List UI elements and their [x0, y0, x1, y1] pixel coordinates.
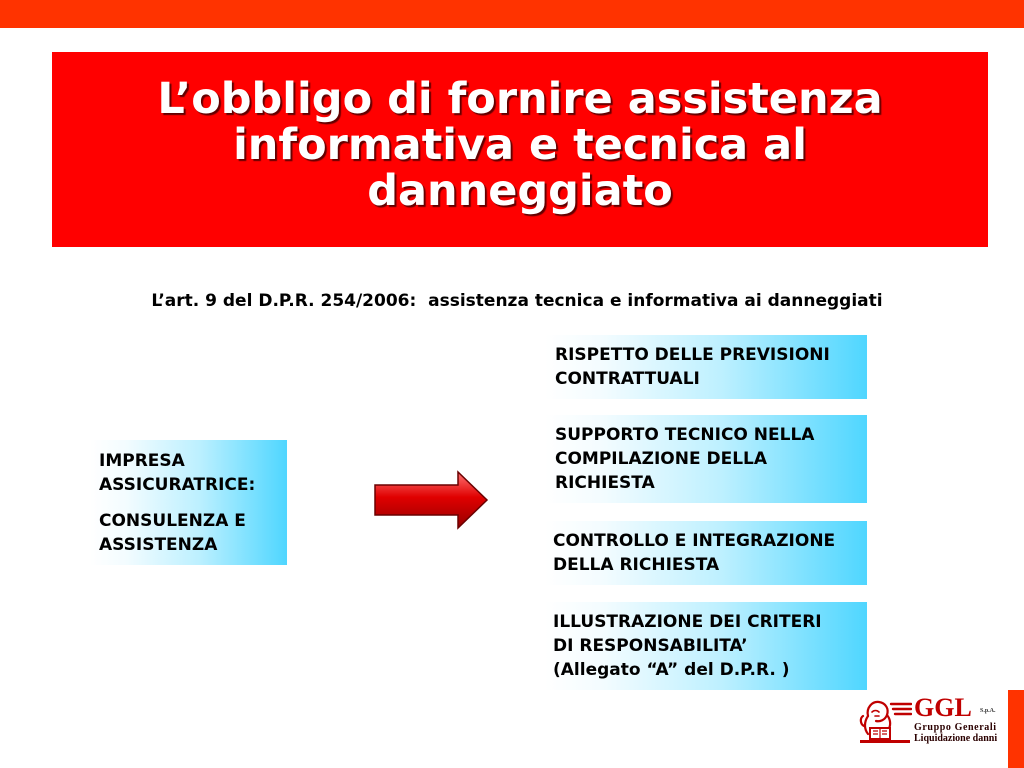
- slide-subtitle: L’art. 9 del D.P.R. 254/2006: assistenza tecnica e informativa ai danneggiati: [151, 291, 883, 311]
- target-box-line: ILLUSTRAZIONE DEI CRITERI: [553, 612, 822, 632]
- target-box-line: (Allegato “A” del D.P.R. ): [553, 660, 790, 680]
- right-arrow-icon: [370, 465, 495, 535]
- target-box-line: DELLA RICHIESTA: [553, 555, 720, 575]
- target-box-line: CONTRATTUALI: [555, 369, 700, 389]
- target-box-line: RISPETTO DELLE PREVISIONI: [555, 345, 830, 365]
- target-box-controllo-integrazione: [545, 521, 867, 585]
- title-line: danneggiato: [367, 166, 673, 216]
- target-box-line: CONTROLLO E INTEGRAZIONE: [553, 531, 836, 551]
- winged-lion-icon: [858, 696, 912, 744]
- target-box-supporto-tecnico: [545, 415, 867, 503]
- source-body-line: CONSULENZA E: [99, 511, 246, 531]
- source-body-line: ASSISTENZA: [99, 535, 218, 555]
- lion-base: [860, 740, 910, 743]
- title-line: L’obbligo di fornire assistenza: [157, 74, 883, 124]
- title-line: informativa e tecnica al: [233, 120, 807, 170]
- source-body: [99, 509, 287, 557]
- target-box-line: RICHIESTA: [555, 473, 655, 493]
- logo-tagline-group: Gruppo Generali: [914, 722, 997, 733]
- top-accent-bar: [0, 0, 1024, 28]
- source-heading-line: IMPRESA: [99, 451, 185, 471]
- lion-face: [872, 711, 879, 717]
- target-box-illustrazione-criteri: [545, 602, 867, 690]
- source-heading-line: ASSICURATRICE:: [99, 475, 256, 495]
- slide-title: [52, 76, 988, 214]
- target-box-line: DI RESPONSABILITA’: [553, 636, 748, 656]
- ggl-logo: [856, 694, 1006, 750]
- lion-wing-lines: [891, 704, 911, 714]
- logo-wordmark: GGL: [914, 693, 972, 722]
- logo-legal-suffix: S.p.A.: [980, 708, 996, 714]
- target-box-line: COMPILAZIONE DELLA: [555, 449, 768, 469]
- source-heading: [99, 449, 287, 497]
- arrow-shape: [375, 472, 487, 528]
- logo-tagline-division: Liquidazione danni: [914, 733, 998, 744]
- target-box-rispetto-previsioni: [545, 335, 867, 399]
- corner-accent-bar: [1008, 690, 1024, 768]
- source-box-impresa: [90, 440, 287, 565]
- target-box-line: SUPPORTO TECNICO NELLA: [555, 425, 815, 445]
- title-box: [52, 52, 988, 247]
